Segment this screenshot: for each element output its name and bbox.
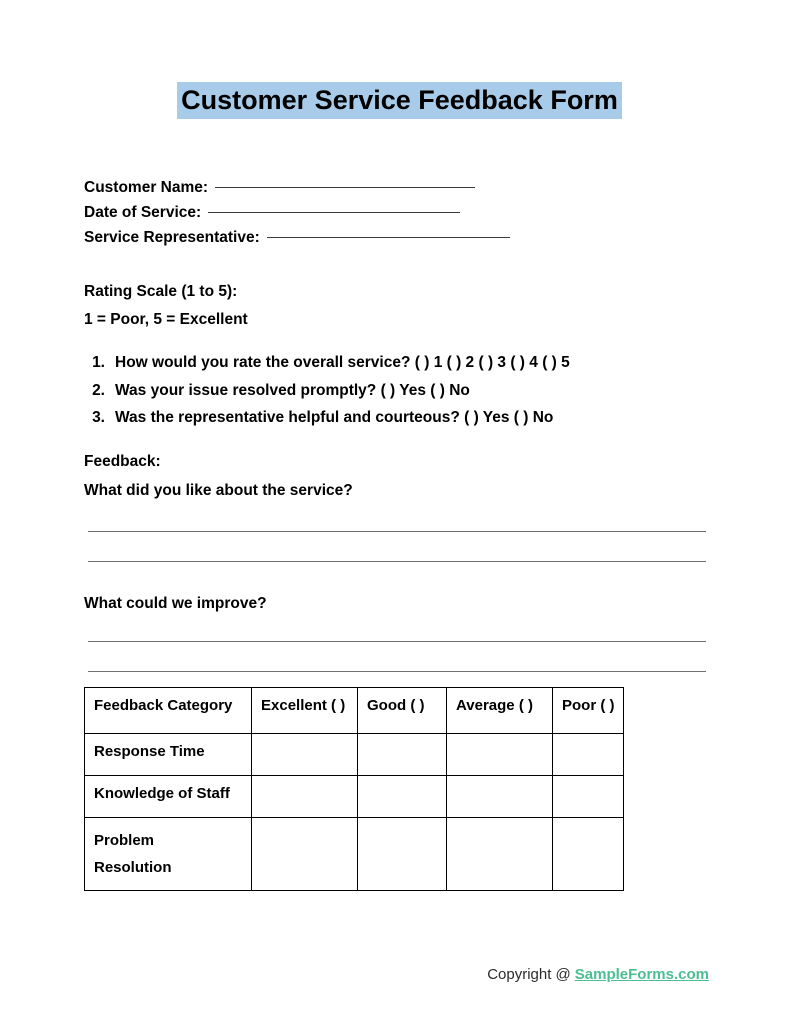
question-text: How would you rate the overall service? ( ) 1 ( ) 2 ( ) 3 ( ) 4 ( ) 5 xyxy=(115,354,570,371)
customer-fields-group xyxy=(84,179,724,254)
table-header xyxy=(85,688,624,734)
date-of-service-label: Date of Service: xyxy=(84,204,202,221)
rating-scale-legend: 1 = Poor, 5 = Excellent xyxy=(84,311,248,328)
table-header-row xyxy=(85,688,624,734)
customer-name-input[interactable] xyxy=(215,187,475,188)
row-label-knowledge-of-staff: Knowledge of Staff xyxy=(85,776,252,818)
question-text: Was your issue resolved promptly? ( ) Yes ( ) No xyxy=(115,381,470,399)
page-title-container xyxy=(0,82,799,119)
feedback-question-one: What did you like about the service? xyxy=(84,481,353,499)
date-of-service-input[interactable] xyxy=(208,212,460,213)
list-item[interactable] xyxy=(84,349,744,377)
cell-problem-resolution-poor[interactable] xyxy=(553,818,624,891)
column-header-good[interactable]: Good ( ) xyxy=(358,688,447,734)
page-title: Customer Service Feedback Form xyxy=(177,82,622,119)
field-row-date-of-service xyxy=(84,204,724,229)
feedback-question-two: What could we improve? xyxy=(84,595,267,612)
improve-answer-line-2[interactable] xyxy=(88,671,706,672)
copyright-text: Copyright @ xyxy=(487,966,571,983)
sampleforms-link[interactable]: SampleForms.com xyxy=(574,966,709,983)
feedback-category-table xyxy=(84,687,624,891)
feedback-answer-line-2[interactable] xyxy=(88,561,706,562)
column-header-average[interactable]: Average ( ) xyxy=(447,688,553,734)
questions-list xyxy=(84,349,744,432)
column-header-excellent[interactable]: Excellent ( ) xyxy=(252,688,358,734)
feedback-heading: Feedback: xyxy=(84,453,161,470)
cell-problem-resolution-good[interactable] xyxy=(358,818,447,891)
column-header-poor[interactable]: Poor ( ) xyxy=(553,688,624,734)
row-label-response-time: Response Time xyxy=(85,734,252,776)
column-header-feedback-category: Feedback Category xyxy=(85,688,252,734)
rating-scale-block xyxy=(84,278,248,334)
list-item[interactable] xyxy=(84,377,744,405)
improve-answer-line-1[interactable] xyxy=(88,641,706,642)
row-label-problem-resolution xyxy=(85,818,252,891)
cell-problem-resolution-average[interactable] xyxy=(447,818,553,891)
feedback-answer-line-1[interactable] xyxy=(88,531,706,532)
cell-response-time-excellent[interactable] xyxy=(252,734,358,776)
cell-response-time-good[interactable] xyxy=(358,734,447,776)
cell-problem-resolution-excellent[interactable] xyxy=(252,818,358,891)
cell-knowledge-of-staff-poor[interactable] xyxy=(553,776,624,818)
table-row xyxy=(85,818,624,891)
row-label-line-2: Resolution xyxy=(94,859,172,876)
page-footer xyxy=(0,966,799,983)
table-row xyxy=(85,776,624,818)
row-label-line-1: Problem xyxy=(94,832,155,849)
list-item[interactable] xyxy=(84,404,744,432)
question-number: 2. xyxy=(92,381,105,399)
cell-knowledge-of-staff-excellent[interactable] xyxy=(252,776,358,818)
cell-knowledge-of-staff-good[interactable] xyxy=(358,776,447,818)
table-row xyxy=(85,734,624,776)
service-representative-label: Service Representative: xyxy=(84,229,260,246)
cell-response-time-poor[interactable] xyxy=(553,734,624,776)
table-body xyxy=(85,734,624,891)
cell-response-time-average[interactable] xyxy=(447,734,553,776)
field-row-service-representative xyxy=(84,229,724,254)
cell-knowledge-of-staff-average[interactable] xyxy=(447,776,553,818)
question-number: 1. xyxy=(92,354,105,371)
rating-scale-heading: Rating Scale (1 to 5): xyxy=(84,283,238,300)
field-row-customer-name xyxy=(84,179,724,204)
customer-name-label: Customer Name: xyxy=(84,179,209,196)
service-representative-input[interactable] xyxy=(267,237,510,238)
question-number: 3. xyxy=(92,409,105,426)
feedback-section-heading-group xyxy=(84,448,353,505)
question-text: Was the representative helpful and courteous? ( ) Yes ( ) No xyxy=(115,409,554,426)
